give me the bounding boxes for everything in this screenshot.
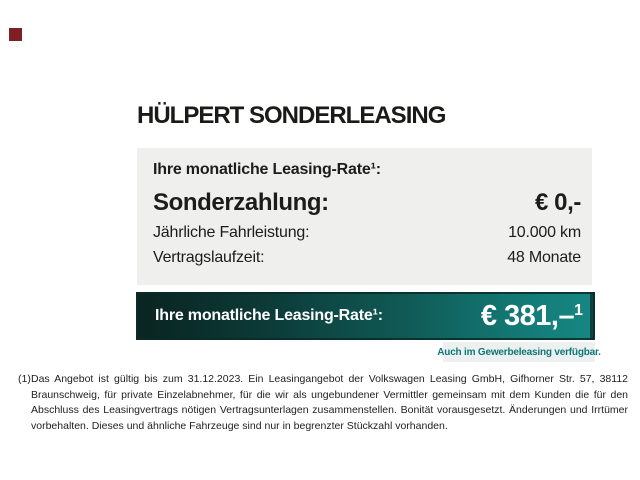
rate-price-text: € 381,– [480, 299, 575, 332]
sonderzahlung-label: Sonderzahlung: [153, 189, 329, 216]
fahrleistung-value: 10.000 km [508, 224, 581, 241]
page-title: HÜLPERT SONDERLEASING [137, 102, 446, 129]
offer-box-header: Ihre monatliche Leasing-Rate¹: [153, 161, 381, 178]
legal-footnote [18, 372, 628, 434]
sonderzahlung-value: € 0,- [534, 189, 581, 216]
fahrleistung-label: Jährliche Fahrleistung: [153, 224, 310, 241]
monthly-rate-banner [136, 292, 595, 340]
footnote-text: Das Angebot ist gültig bis zum 31.12.2023. Ein Leasingangebot der Volkswagen Leasing GmbH, Gifhorner Str. 57, 38112 Braunschweig, für private Einzelabnehmer, für die wir als ungebundener Vermittler gemeinsam mit dem Kunden die für den Abschluss des Leasingvertrags nötigen Vertragsunterlagen zusammenstellen. Bonität vorausgesetzt. Änderungen und Irrtümer vorbehalten. Dieses und ähnliche Fahrzeuge sind nur in begrenzter Stückzahl vorhanden. [31, 373, 628, 432]
rate-banner-price [481, 300, 583, 333]
rate-price-footnote-ref: 1 [574, 301, 583, 319]
offer-row-laufzeit [153, 249, 581, 267]
rate-banner-label: Ihre monatliche Leasing-Rate¹: [155, 307, 383, 324]
brand-accent-square [9, 28, 22, 41]
offer-details-box [137, 148, 592, 285]
gewerbeleasing-badge: Auch im Gewerbeleasing verfügbar. [443, 342, 595, 362]
laufzeit-value: 48 Monate [507, 249, 581, 266]
laufzeit-label: Vertragslaufzeit: [153, 249, 265, 266]
offer-row-fahrleistung [153, 224, 581, 242]
footnote-marker: (1) [18, 373, 31, 385]
offer-row-sonderzahlung [153, 189, 581, 217]
